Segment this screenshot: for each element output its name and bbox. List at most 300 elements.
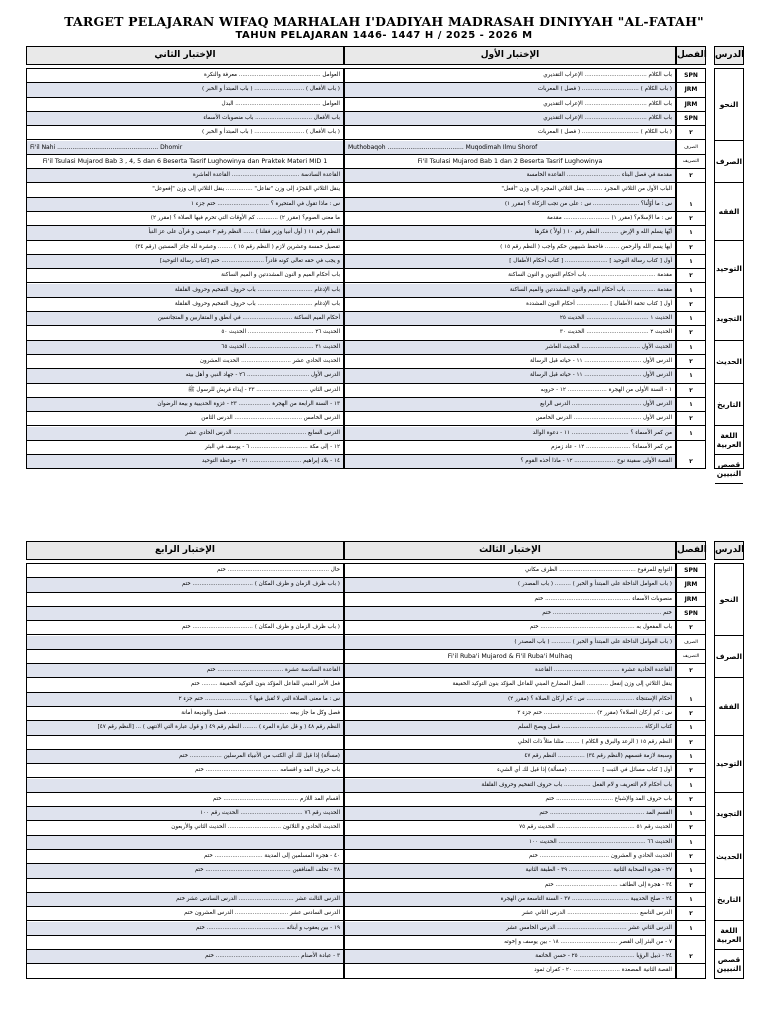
ikhtibar1-row (345, 255, 675, 269)
ikhtibar1-row-text: ( باب الكلام ) ................................ ( فصل ) المعربات (537, 129, 672, 136)
ikhtibar3-row (345, 964, 675, 978)
class-cell: ١ (677, 398, 705, 412)
ikhtibar2-row (27, 112, 343, 126)
ikhtibar3-row (345, 664, 675, 678)
ikhtibar2-row (27, 241, 343, 255)
ikhtibar4-row (27, 793, 343, 807)
ikhtibar4-row-text: فعل الأمر المبني للفاعل المؤكد بنون التوكيد الخفيفة ......... ختم (190, 681, 340, 688)
ikhtibar4-row (27, 564, 343, 578)
class-cell: الصرف (677, 636, 705, 650)
ikhtibar2-row-text: العوامل ................................................ البدل (221, 100, 340, 107)
ikhtibar3-row-text: القصة الثانية المصعدة .......................... ٢٠ - كفران ثمود (534, 967, 672, 974)
ikhtibar3-row-text: س : كم أركان الصلاة؟ (مقرر ٢) ............................. ختم جزء ٢ (517, 710, 672, 716)
class-cell: JRM (677, 98, 705, 112)
ikhtibar3-row (345, 907, 675, 921)
ikhtibar2-row-text: ١٣ - السنة الرابعة من الهجرة .................. ٢٣ - غزوة الحديبية و بيعة الرضوان (157, 400, 340, 407)
ikhtibar1-row-text: س : ما أوّلُنا؟ .......................... س : على من تجب الزكاة ؟ (مقرر ١) (504, 200, 672, 207)
ikhtibar1-row (345, 83, 675, 97)
ikhtibar1-row-text: Fi'il Tsulasi Mujarod Bab 1 dan 2 Beserta Tasrif Lughowinya (417, 157, 603, 165)
ikhtibar1-row (345, 441, 675, 455)
ikhtibar3-row-text: ينقل الثلاثي إلى وزن إنفعل ............ الفعل المضارع المبني للفاعل المؤكد بنون التوكيد الخفيفة (452, 681, 672, 688)
ikhtibar2-row-text: تفصيل خمسة وعشرين لازم ( النظم رقم ١٥ ) ........ وعشرة لله جائز المستين (رقم ٣٤) (135, 243, 340, 250)
ikhtibar1-row (345, 226, 675, 240)
ikhtibar3-row-text: الدرس التاسع ........................................ الدرس الثاني عشر (521, 910, 672, 917)
ikhtibar4-row-text: حال ......................................................... ختم (216, 567, 340, 573)
ikhtibar4-row-text: الحديث رقم ٧٦ ................................... الحديث رقم ١٠٠ (200, 810, 340, 817)
ikhtibar1-row (345, 155, 675, 169)
ikhtibar1-row (345, 341, 675, 355)
class-cell: ٢ (677, 384, 705, 398)
class-cell: ٢ (677, 241, 705, 255)
class-cell: JRM (677, 83, 705, 97)
ikhtibar4-row-text: باب حروف المد و اقسامه ......................................... ختم (194, 767, 340, 774)
ikhtibar2-row (27, 427, 343, 441)
exam-header-right: الإختبار الأول (344, 46, 676, 65)
ikhtibar3-row-text: القاعدة الحادية عشرة ..................................... القاعدة (535, 667, 672, 674)
ikhtibar1-row-text: الباب الأول من الثلاثي المجرد ......... ينقل الثلاثي المجرد إلى وزن "أفعل" (501, 186, 672, 193)
class-cell: SPN (677, 607, 705, 621)
ikhtibar2-row-text: الدرس الأول ................................... ٢٦ - جهاد النبي و أهل بيته (185, 372, 340, 379)
subject-group: اللغة العربية (715, 922, 743, 951)
subject-header: الدرس (714, 541, 744, 560)
ikhtibar3-row (345, 864, 675, 878)
class-cell: ٢ (677, 298, 705, 312)
ikhtibar2-row-text: ١٤ - بلاد إبراهيم ............................. ٢١ - موعظة التوحيد (201, 458, 340, 465)
ikhtibar2-row (27, 226, 343, 240)
ikhtibar4-row-text: الحديث الحادي و الثلاثون .............................. الحديث الثاني والأربعون (171, 824, 340, 831)
ikhtibar3-row (345, 821, 675, 835)
subject-group: الصرف (715, 141, 743, 184)
ikhtibar3-row-text: القسم المد ..................................................... ختم (539, 810, 672, 817)
ikhtibar2-row-text: باب أحكام الميم و النون المشددتين و الميم الساكنة (221, 272, 340, 279)
ikhtibar4-row-text: ٣٨ - تخلف المنافقين ................................................ ختم (194, 867, 340, 874)
subject-group: قصص النبيين (715, 455, 743, 484)
ikhtibar2-row (27, 183, 343, 197)
ikhtibar4-row (27, 879, 343, 893)
ikhtibar2-row-text: باب الأفعال ................................ باب منصوبات الأسماء (203, 114, 340, 121)
ikhtibar3-row-text: الدرس الثاني عشر ....................................... الدرس الخامس عشر (506, 924, 672, 931)
ikhtibar1-row (345, 69, 675, 83)
ikhtibar1-column (344, 68, 676, 469)
exam-header-right: الإختبار الثالث (344, 541, 676, 560)
ikhtibar3-row-text: ٢٤ - ذبيل الرؤيا ............................... ٢٥ - حسن الخاتمة (535, 953, 672, 960)
class-cell: ٢ (677, 793, 705, 807)
ikhtibar3-row (345, 736, 675, 750)
class-cell: JRM (677, 593, 705, 607)
ikhtibar1-row-text: مقدمة ................ باب أحكام الميم والنون المشددتين والميم الساكنة (509, 286, 672, 293)
ikhtibar1-row (345, 326, 675, 340)
ikhtibar4-row (27, 950, 343, 964)
ikhtibar1-row-text: باب الكلام ................................... الإعراب التقديري (543, 100, 672, 107)
ikhtibar1-row-text: أيها يسم الله والرحمن ........ فاحفظ شبيهين حكم واجب ( النظم رقم ١٥ ) (500, 243, 672, 250)
ikhtibar3-row-text: ٢٤ - صلح الحديبية ................................ ٣٧ - السنة التاسعة من الهجرة (500, 895, 672, 902)
ikhtibar2-row (27, 212, 343, 226)
ikhtibar1-row (345, 98, 675, 112)
subject-group: الفقه (715, 183, 743, 240)
ikhtibar3-row-text: باب أحكام لام التعريف و لام الفعل ............... باب حروف التفخيم وحروف القلقلة (481, 781, 672, 788)
ikhtibar4-row-text: (مسألة) إذا قيل لك أي الكتب من الأنبياء المرسلين .................. ختم (179, 752, 340, 759)
schedule-table-top (26, 46, 744, 478)
class-cell: ٢ (677, 950, 705, 964)
subject-header: الدرس (714, 46, 744, 65)
ikhtibar4-row (27, 607, 343, 621)
ikhtibar1-row (345, 412, 675, 426)
ikhtibar3-row (345, 678, 675, 692)
class-cell: ١ (677, 284, 705, 298)
class-cell: SPN (677, 112, 705, 126)
ikhtibar2-row-text: الحديث ٣١ ..................................... الحديث ٦٥ (221, 343, 340, 350)
ikhtibar2-row (27, 155, 343, 169)
ikhtibar1-row (345, 384, 675, 398)
subject-group: النحو (715, 564, 743, 636)
ikhtibar2-row-text: و يجب في حقه تعالى كونه قادراً ........................ ختم [كتاب رسالة التوحيد] (159, 257, 340, 264)
ikhtibar4-row (27, 779, 343, 793)
ikhtibar4-row-text: ( باب ظرف الزمان و ظرف المكان ) .................................. ختم (181, 581, 340, 588)
ikhtibar3-row-text: منصوبات الأسماء ................................................ ختم (534, 595, 672, 602)
ikhtibar2-row (27, 412, 343, 426)
ikhtibar3-row-text: ٧ - من البئر إلى القصر ................................ ١٨ - بين يوسف و إخوته (504, 938, 672, 945)
ikhtibar2-row (27, 83, 343, 97)
ikhtibar2-row-text: الدرس الثاني ............................. ٣٣ - إيذاء قريش للرسول ﷺ (187, 386, 340, 393)
ikhtibar1-row-text: من كمر الأسماء ؟ ................................ ١١ - دعوة الوالد (532, 429, 672, 436)
class-header: الفصل (676, 46, 706, 65)
ikhtibar3-row (345, 807, 675, 821)
subject-group: النحو (715, 69, 743, 141)
ikhtibar3-row-text: الحديث الحادي و العشرون ....................................... ختم (529, 853, 672, 859)
ikhtibar2-row-text: ( باب الأفعال ) ............................ ( باب المبتدأ و الخبر ) (202, 86, 340, 93)
class-cell: ١ (677, 779, 705, 793)
class-cell: ٢ (677, 850, 705, 864)
ikhtibar4-row-text: ١٩ - بين يعقوب و أبنائه ............................................ ختم (195, 924, 340, 931)
ikhtibar1-row-text: أيّها يسلم الله و الإرض .......... النظم رقم ١٠ ( أولاً ) فكرها (534, 229, 672, 236)
ikhtibar2-row-text: ما معنى الصوم؟ (مقرر ٢) ............ كم الأوقات التي تحرم فيها الصلاة ؟ (مقرر ٢) (150, 215, 340, 221)
ikhtibar4-row-text: الدرس الثالث عشر ............................... الدرس السادس عشر ختم (176, 895, 340, 902)
subject-group: التاريخ (715, 384, 743, 427)
ikhtibar4-row (27, 907, 343, 921)
ikhtibar1-row-text: الحديث ١ ................................... الحديث ٢٥ (559, 315, 672, 322)
ikhtibar1-row-text: الدرس الأول ................................ ١١ - حياته قبل الرسالة (529, 358, 672, 364)
ikhtibar4-row (27, 964, 343, 978)
ikhtibar3-row (345, 607, 675, 621)
ikhtibar1-row (345, 427, 675, 441)
document-title: TARGET PELAJARAN WIFAQ MARHALAH I'DADIYAH MADRASAH DINIYYAH "AL-FATAH" (64, 14, 704, 29)
ikhtibar2-column (26, 68, 344, 469)
ikhtibar2-row-text: أحكام الميم الساكنة ............................ في أنطق و المتقاربين و المتجانسين (157, 315, 340, 322)
ikhtibar2-row (27, 141, 343, 155)
ikhtibar1-row (345, 298, 675, 312)
ikhtibar3-row-text: كتاب الزكاة .............................................. فصل ويصح السلم (518, 724, 672, 731)
ikhtibar3-row (345, 636, 675, 650)
class-cell: ٢ (677, 126, 705, 140)
ikhtibar3-row-text: ٢٧ - هجرة الصحابة الثانية ........................ ٣٩ - الطبقة الثانية (525, 867, 672, 874)
ikhtibar3-row (345, 721, 675, 735)
ikhtibar4-row (27, 750, 343, 764)
ikhtibar3-row (345, 950, 675, 964)
ikhtibar3-row-text: أحكام الإستنجاء ........................... س : كم أركان الصلاة ؟ (مقرر ٢) (508, 695, 672, 702)
ikhtibar2-row-text: باب الإدغام ............................... باب حروف التفخيم وحروف القلقلة (174, 300, 340, 307)
ikhtibar4-row (27, 936, 343, 950)
class-cell: ٢ (677, 907, 705, 921)
ikhtibar3-row (345, 707, 675, 721)
ikhtibar3-row (345, 564, 675, 578)
class-cell: ١ (677, 226, 705, 240)
class-cell: ٢ (677, 879, 705, 893)
class-cell: ٢ (677, 455, 705, 469)
class-cell: التصريف (677, 650, 705, 664)
ikhtibar1-row (345, 112, 675, 126)
ikhtibar4-row-text: ( باب ظرف الزمان و ظرف المكان ) .................................. ختم (181, 624, 340, 631)
ikhtibar1-row-text: ( باب الكلام ) ................................ ( فصل ) المعربات (537, 86, 672, 93)
class-cell: ١ (677, 836, 705, 850)
ikhtibar2-row (27, 369, 343, 383)
ikhtibar1-row (345, 183, 675, 197)
class-cell: ١ (677, 721, 705, 735)
ikhtibar2-row-text: الحديث ٢٦ ..................................... الحديث ٥٠ (221, 329, 340, 336)
ikhtibar3-row (345, 764, 675, 778)
subject-group: التاريخ (715, 879, 743, 922)
ikhtibar2-row-text: العوامل .............................................. معرفة والنكرة (204, 72, 340, 78)
subject-group: الفقه (715, 678, 743, 735)
ikhtibar2-row (27, 398, 343, 412)
ikhtibar2-row (27, 326, 343, 340)
ikhtibar1-row (345, 355, 675, 369)
class-cell: ١ (677, 893, 705, 907)
ikhtibar2-row (27, 341, 343, 355)
ikhtibar4-row-text: أقسام المد اللازم .......................................... ختم (212, 795, 340, 802)
ikhtibar3-row-text: ( باب العوامل الداخلة على المبتدأ و الخبر ) ........... ( باب المصدر ) (514, 638, 672, 645)
ikhtibar1-row-text: مقدمة في فصل البناء .............................. القاعدة الخامسة (526, 172, 672, 179)
ikhtibar4-column (26, 563, 344, 979)
class-cell: ١ (677, 255, 705, 269)
document-subtitle: TAHUN PELAJARAN 1446- 1447 H / 2025 - 2026 M (235, 30, 533, 41)
ikhtibar3-row-text: الحديث ٦٦ ................................................. الحديث ١٠٠ (529, 838, 672, 845)
ikhtibar1-row-text: الدرس الأول ................................ ١١ - حياته قبل الرسالة (529, 372, 672, 379)
ikhtibar1-row-text: باب الكلام ................................... الإعراب التقديري (543, 114, 672, 121)
subject-group: الصرف (715, 636, 743, 679)
class-cell: التصريف (677, 155, 705, 169)
ikhtibar4-row-text: فصل وكل ما جاز بيعه .................................. فصل والوديعة أمانة (181, 710, 340, 716)
ikhtibar1-row-text: س : ما الإسلام؟ (مقرر ١) .......................... مقدمة (546, 215, 672, 221)
ikhtibar2-row (27, 98, 343, 112)
class-cell: ٢ (677, 326, 705, 340)
ikhtibar4-row (27, 650, 343, 664)
class-cell: ٢ (677, 736, 705, 750)
subject-group: التجويد (715, 793, 743, 836)
class-cell: ٢ (677, 169, 705, 183)
ikhtibar3-row-text: باب المفعول به ..................................................... ختم (529, 624, 672, 631)
class-cell: ٢ (677, 821, 705, 835)
subject-group: اللغة العربية (715, 427, 743, 456)
class-cell: ١ (677, 341, 705, 355)
ikhtibar2-row-text: باب الإدغام ............................... باب حروف التفخيم وحروف القلقلة (174, 286, 340, 293)
class-cell: ٢ (677, 707, 705, 721)
ikhtibar1-row (345, 126, 675, 140)
class-cell: ١ (677, 369, 705, 383)
ikhtibar1-row-text: باب الكلام ................................... الإعراب التقديري (543, 72, 672, 78)
ikhtibar2-row-text: ينقل الثلاثي المُجرّد إلى وزن "تفاعل" ............... ينقل الثلاثي إلى وزن "إفعوعل" (152, 186, 340, 193)
ikhtibar4-row (27, 593, 343, 607)
class-cell: SPN (677, 564, 705, 578)
class-cell: ١ (677, 198, 705, 212)
ikhtibar2-row-text: س : ماذا تقول في المتحيرة ؟ ............................. ختم جزء ١ (190, 200, 340, 207)
exam-header-left: الإختبار الثاني (26, 46, 344, 65)
class-cell: JRM (677, 578, 705, 592)
ikhtibar3-row (345, 850, 675, 864)
ikhtibar2-row (27, 198, 343, 212)
class-cell: ١ (677, 922, 705, 936)
ikhtibar3-row-text: ( باب العوامل الداخلة على المبتدأ و الخبر ) ......... ( باب المصدر ) (517, 581, 672, 588)
class-cell: ١ (677, 807, 705, 821)
ikhtibar3-row-text: باب حروف المد والإشباع ................................ ختم (545, 795, 672, 802)
exam-header-left: الإختبار الرابع (26, 541, 344, 560)
ikhtibar1-row (345, 141, 675, 155)
ikhtibar4-row (27, 707, 343, 721)
ikhtibar2-row-text: النظم رقم ١١ ( أول أنبيا وزبر فقلنا ) ...... النظم رقم ٢ عيسى و قرآن على عز النبأ (148, 229, 340, 236)
ikhtibar1-row-text: الدرس الأول ....................................... الدرس الرابع (540, 400, 672, 407)
ikhtibar1-row-text: أول [ كتاب رسالة التوحيد ] ........................ [ كتاب أحكام الأطفال ] (509, 257, 672, 264)
ikhtibar4-row-text: النظم رقم ٤٨ ( و قل عبارة المرء ) ........ النظم رقم ٤٩ ( و قول عبارة التي الانتهى ) ... [النظم رقم ٤٧] (97, 724, 340, 731)
ikhtibar2-row-text: Fi'il Tsulasi Mujarod Bab 3 , 4, 5 dan 6 Beserta Tasrif Lughowinya dan Praktek Materi MID 1 (42, 157, 328, 165)
ikhtibar1-row-text: الدرس الأول ...................................... الدرس الخامس (535, 415, 672, 422)
ikhtibar3-row (345, 893, 675, 907)
ikhtibar1-row (345, 198, 675, 212)
subject-group: الحديث (715, 341, 743, 384)
ikhtibar2-row-text: ١٢ - إلى مكة ................................ ٦ - يوسف في البئر (205, 443, 340, 450)
ikhtibar3-row (345, 693, 675, 707)
ikhtibar4-row (27, 807, 343, 821)
ikhtibar3-row (345, 793, 675, 807)
ikhtibar2-row (27, 312, 343, 326)
ikhtibar3-row-text: ختم ............................................................. ختم (542, 609, 672, 616)
ikhtibar1-row (345, 312, 675, 326)
class-cell: ٢ (677, 621, 705, 635)
ikhtibar3-row (345, 779, 675, 793)
schedule-table-bottom (26, 541, 745, 974)
ikhtibar4-row (27, 693, 343, 707)
class-cell: ٢ (677, 412, 705, 426)
ikhtibar4-row-text: ٤٠ - هجرة المسلمين إلى المدينة ........................... ختم (203, 853, 340, 859)
ikhtibar2-row (27, 455, 343, 469)
ikhtibar2-row-text: Fi'il Nahi ..................................................... Dhomir (30, 143, 183, 151)
ikhtibar4-row (27, 721, 343, 735)
ikhtibar4-row (27, 922, 343, 936)
class-column (676, 68, 706, 469)
ikhtibar2-row (27, 169, 343, 183)
ikhtibar1-row (345, 169, 675, 183)
ikhtibar4-row (27, 636, 343, 650)
ikhtibar1-row (345, 269, 675, 283)
ikhtibar3-row-text: ٣٤ - هجرة إلى الطائف ................................... ختم (544, 881, 672, 888)
class-header: الفصل (676, 541, 706, 560)
ikhtibar2-row-text: القاعدة السادسة ...................................... القاعدة العاشرة (192, 172, 340, 179)
ikhtibar1-row (345, 241, 675, 255)
subject-column (714, 563, 744, 979)
class-cell: ١ (677, 693, 705, 707)
class-cell: ١ (677, 864, 705, 878)
ikhtibar1-row-text: مقدمة ...................................... باب أحكام التنوين و النون الساكنة (508, 272, 672, 279)
ikhtibar2-row (27, 298, 343, 312)
ikhtibar3-row (345, 836, 675, 850)
ikhtibar1-row (345, 284, 675, 298)
ikhtibar3-row-text: Fi'il Ruba'i Mujarod & Fi'il Ruba'i Mulhaq (447, 652, 573, 660)
class-cell: SPN (677, 69, 705, 83)
ikhtibar3-row (345, 593, 675, 607)
class-cell: ٢ (677, 664, 705, 678)
ikhtibar1-row (345, 369, 675, 383)
ikhtibar2-row (27, 255, 343, 269)
class-cell: ١ (677, 750, 705, 764)
ikhtibar2-row (27, 441, 343, 455)
ikhtibar4-row (27, 893, 343, 907)
ikhtibar3-row (345, 922, 675, 936)
ikhtibar1-row (345, 455, 675, 469)
ikhtibar1-row-text: الحديث الأول ................................. الحديث العاشر (545, 343, 672, 350)
class-cell: ٢ (677, 269, 705, 283)
ikhtibar4-row (27, 621, 343, 635)
class-cell: ١ (677, 427, 705, 441)
ikhtibar2-row-text: الدرس الخامس ...................................... الدرس الثامن (201, 415, 340, 422)
ikhtibar3-row-text: النظم رقم ١٥ ( الرعد والبرق و الكلام ) ........ مثلنا مثلاً ذات الحلي (517, 738, 672, 745)
subject-group: التوحيد (715, 241, 743, 298)
ikhtibar1-row-text: Muthobaqoh ........................................ Muqodimah Ilmu Shorof (348, 143, 538, 151)
ikhtibar2-row-text: ( باب الأفعال ) ............................ ( باب المبتدأ و الخبر ) (202, 129, 340, 136)
ikhtibar4-row (27, 836, 343, 850)
ikhtibar4-row-text: س : ما معنى الصلاة التي لا تُقبل فيها ؟ ........................ ختم جزء ٢ (178, 695, 340, 702)
ikhtibar4-row (27, 864, 343, 878)
ikhtibar3-row-text: أول [ كتاب مسائل في الثبت ] .................. (مسألة) إذا قيل لك أي الشيء (497, 767, 672, 774)
ikhtibar2-row (27, 126, 343, 140)
class-column (676, 563, 706, 979)
subject-group: الحديث (715, 836, 743, 879)
class-cell: ٢ (677, 355, 705, 369)
subject-group: قصص النبيين (715, 950, 743, 979)
ikhtibar2-row (27, 269, 343, 283)
ikhtibar3-row-text: الحديث رقم ٥١ ............................................ الحديث رقم ٧٥ (519, 824, 672, 831)
ikhtibar1-row-text: الحديث ٢ ................................... الحديث ٣٠ (559, 329, 672, 336)
ikhtibar4-row (27, 678, 343, 692)
subject-column (714, 68, 744, 478)
ikhtibar2-row-text: الدرس السابع ......................................... الدرس الحادي عشر (185, 429, 340, 436)
ikhtibar4-row-text: الدرس السادس عشر .............................. الدرس العشرون ختم (184, 910, 340, 917)
ikhtibar1-row-text: أول [ كتاب تحفة الأطفال ] .................. أحكام النون المشددة (526, 300, 672, 307)
ikhtibar4-row (27, 821, 343, 835)
ikhtibar1-row-text: من كمر الأسماء؟ ......................... ١٢ - عاد زمزم (551, 443, 672, 450)
ikhtibar3-column (344, 563, 676, 979)
subject-group: التجويد (715, 298, 743, 341)
class-cell: ١ (677, 312, 705, 326)
ikhtibar1-row (345, 212, 675, 226)
ikhtibar3-row-text: التوابع للمرفوع ........................................... الظرف مكاني (524, 567, 672, 573)
class-cell: الصرف (677, 141, 705, 155)
ikhtibar1-row-text: ١ - السنة الأولى من الهجرة ...................... ١٢ - حروبه (540, 386, 672, 393)
ikhtibar1-row-text: القصة الأولى سفينة نوح ....................... ١٢ - ماذا أخذه القوم ؟ (520, 458, 672, 465)
ikhtibar4-row (27, 850, 343, 864)
ikhtibar4-row (27, 764, 343, 778)
ikhtibar2-row (27, 355, 343, 369)
ikhtibar2-row-text: الحديث الحادي عشر ............................ الحديث العشرون (199, 358, 340, 364)
class-cell: ٢ (677, 212, 705, 226)
ikhtibar2-row (27, 384, 343, 398)
ikhtibar3-row-text: وسبعة لازمة قسمهم (النظم رقم ٣٤) ............... النظم رقم ٤٧ (524, 752, 672, 759)
class-cell: ٢ (677, 764, 705, 778)
ikhtibar4-row-text: ٣ - عبادة الأصنام ............................................... ختم (205, 953, 340, 960)
ikhtibar3-row (345, 578, 675, 592)
ikhtibar2-row (27, 69, 343, 83)
ikhtibar4-row (27, 664, 343, 678)
ikhtibar4-row (27, 736, 343, 750)
ikhtibar4-row (27, 578, 343, 592)
ikhtibar3-row (345, 750, 675, 764)
